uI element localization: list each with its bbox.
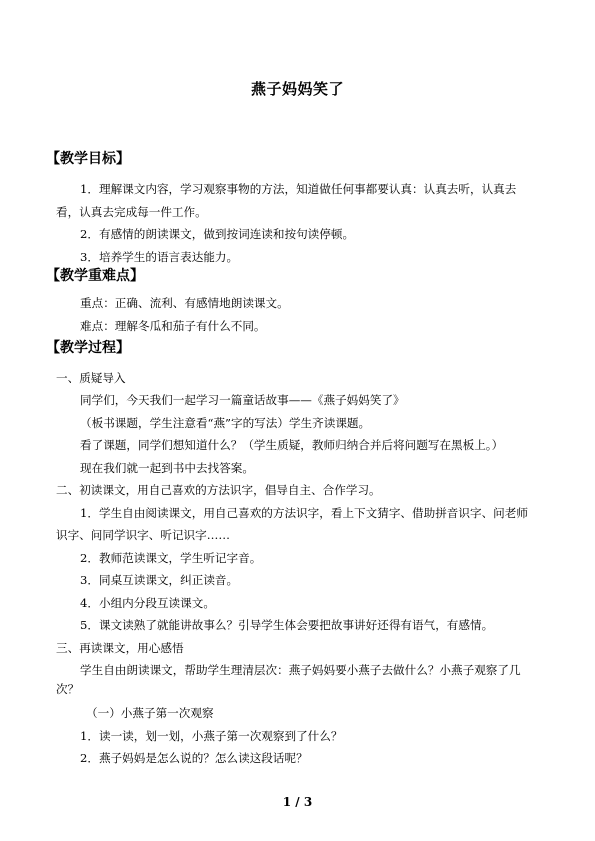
- goals-line-4: 3．培养学生的语言表达能力。: [80, 250, 239, 264]
- process-line-6: 二、初读课文，用自己喜欢的方法识字，倡导自主、合作学习。: [56, 483, 381, 497]
- page-title: 燕子妈妈笑了: [250, 80, 344, 98]
- process-line-18: 2．燕子妈妈是怎么说的？怎么读这段话呢？: [80, 751, 308, 765]
- process-line-16: （一）小燕子第一次观察: [86, 706, 214, 720]
- page-number: 1 / 3: [282, 795, 313, 809]
- goals-line-2: 看，认真去完成每一件工作。: [56, 205, 207, 219]
- section-heading-goals: 【教学目标】: [46, 151, 130, 167]
- process-line-12: 5．课文读熟了就能讲故事么？引导学生体会要把故事讲好还得有语气，有感情。: [80, 618, 494, 632]
- process-line-13: 三、再读课文，用心感悟: [56, 641, 184, 655]
- goals-line-1: 1．理解课文内容，学习观察事物的方法，知道做任何事都要认真：认真去听，认真去: [80, 182, 517, 196]
- process-line-5: 现在我们就一起到书中去找答案。: [80, 461, 254, 475]
- section-heading-process: 【教学过程】: [46, 340, 130, 356]
- process-line-17: 1．读一读，划一划，小燕子第一次观察到了什么？: [80, 729, 343, 743]
- process-line-3: （板书课题，学生注意看“燕”字的写法）学生齐读课题。: [80, 416, 371, 430]
- process-line-14: 学生自由朗读课文，帮助学生理清层次：燕子妈妈要小燕子去做什么？小燕子观察了几: [80, 663, 521, 677]
- process-line-9: 2．教师范读课文，学生听记字音。: [80, 551, 262, 565]
- process-line-10: 3．同桌互读课文，纠正读音。: [80, 573, 239, 587]
- process-line-4: 看了课题，同学们想知道什么？（学生质疑，教师归纳合并后将问题写在黑板上。）: [80, 438, 504, 452]
- process-line-1: 一、质疑导入: [56, 371, 126, 385]
- process-line-11: 4．小组内分段互读课文。: [80, 596, 215, 610]
- goals-line-3: 2．有感情的朗读课文，做到按词连读和按句读停顿。: [80, 227, 355, 241]
- process-line-2: 同学们，今天我们一起学习一篇童话故事——《燕子妈妈笑了》: [80, 393, 405, 407]
- process-line-7: 1．学生自由阅读课文，用自己喜欢的方法识字，看上下文猜字、借助拼音识字、问老师: [80, 506, 528, 520]
- section-heading-key-points: 【教学重难点】: [46, 268, 144, 284]
- process-line-8: 识字、问同学识字、听记识字……: [56, 528, 230, 542]
- process-line-15: 次？: [56, 682, 80, 696]
- key-point-line-1: 重点：正确、流利、有感情地朗读课文。: [80, 296, 289, 310]
- key-point-line-2: 难点：理解冬瓜和茄子有什么不同。: [80, 319, 266, 333]
